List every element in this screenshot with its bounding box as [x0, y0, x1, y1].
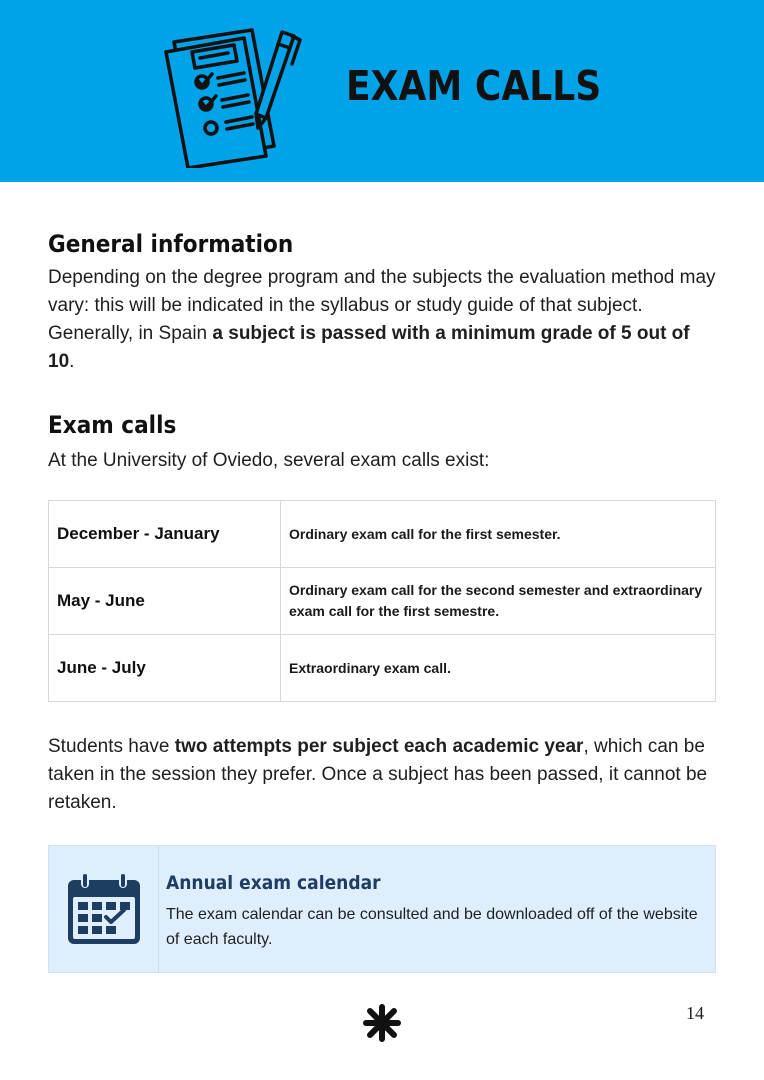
exam-calls-table	[48, 500, 716, 702]
general-information-heading: General information	[48, 230, 294, 258]
callout-icon-cell	[49, 846, 159, 972]
table-row	[49, 568, 716, 635]
exam-calls-heading: Exam calls	[48, 411, 177, 439]
table-row	[49, 635, 716, 702]
general-text-end: .	[69, 351, 75, 372]
period-cell: December - January	[49, 501, 281, 568]
attempts-text-emphasis: two attempts per subject each academic year	[174, 736, 584, 757]
callout-title: Annual exam calendar	[166, 872, 381, 894]
page-number: 14	[686, 1003, 704, 1023]
attempts-text-end: , which can be taken in the session they prefer. Once a subject has been passed, it cannot be retaken.	[48, 736, 708, 813]
general-information-text	[48, 264, 720, 376]
exam-calls-intro: At the University of Oviedo, several exam calls exist:	[48, 450, 490, 471]
description-cell: Extraordinary exam call.	[281, 635, 716, 702]
attempts-text	[48, 733, 720, 817]
header-banner	[0, 0, 764, 182]
callout-text: The exam calendar can be consulted and be downloaded off of the website of each faculty.	[166, 906, 698, 948]
page-title: EXAM CALLS	[346, 62, 602, 110]
description-cell: Ordinary exam call for the first semester.	[281, 501, 716, 568]
exam-calendar-callout	[48, 845, 716, 973]
general-text-part: Depending on the degree program and the subjects the evaluation method may vary: this will be indicated in the syllabus or study guide of that subject. Generally, in Spain	[48, 267, 716, 344]
period-cell: May - June	[49, 568, 281, 635]
exam-checklist-icon	[160, 18, 305, 168]
period-cell: June - July	[49, 635, 281, 702]
calendar-icon	[66, 872, 142, 946]
attempts-text-part: Students have	[48, 736, 175, 757]
table-row	[49, 501, 716, 568]
asterisk-logo-icon	[363, 1004, 401, 1042]
general-text-emphasis: a subject is passed with a minimum grade of 5 out of 10	[48, 323, 690, 372]
description-cell: Ordinary exam call for the second semester and extraordinary exam call for the first semestre.	[281, 568, 716, 635]
